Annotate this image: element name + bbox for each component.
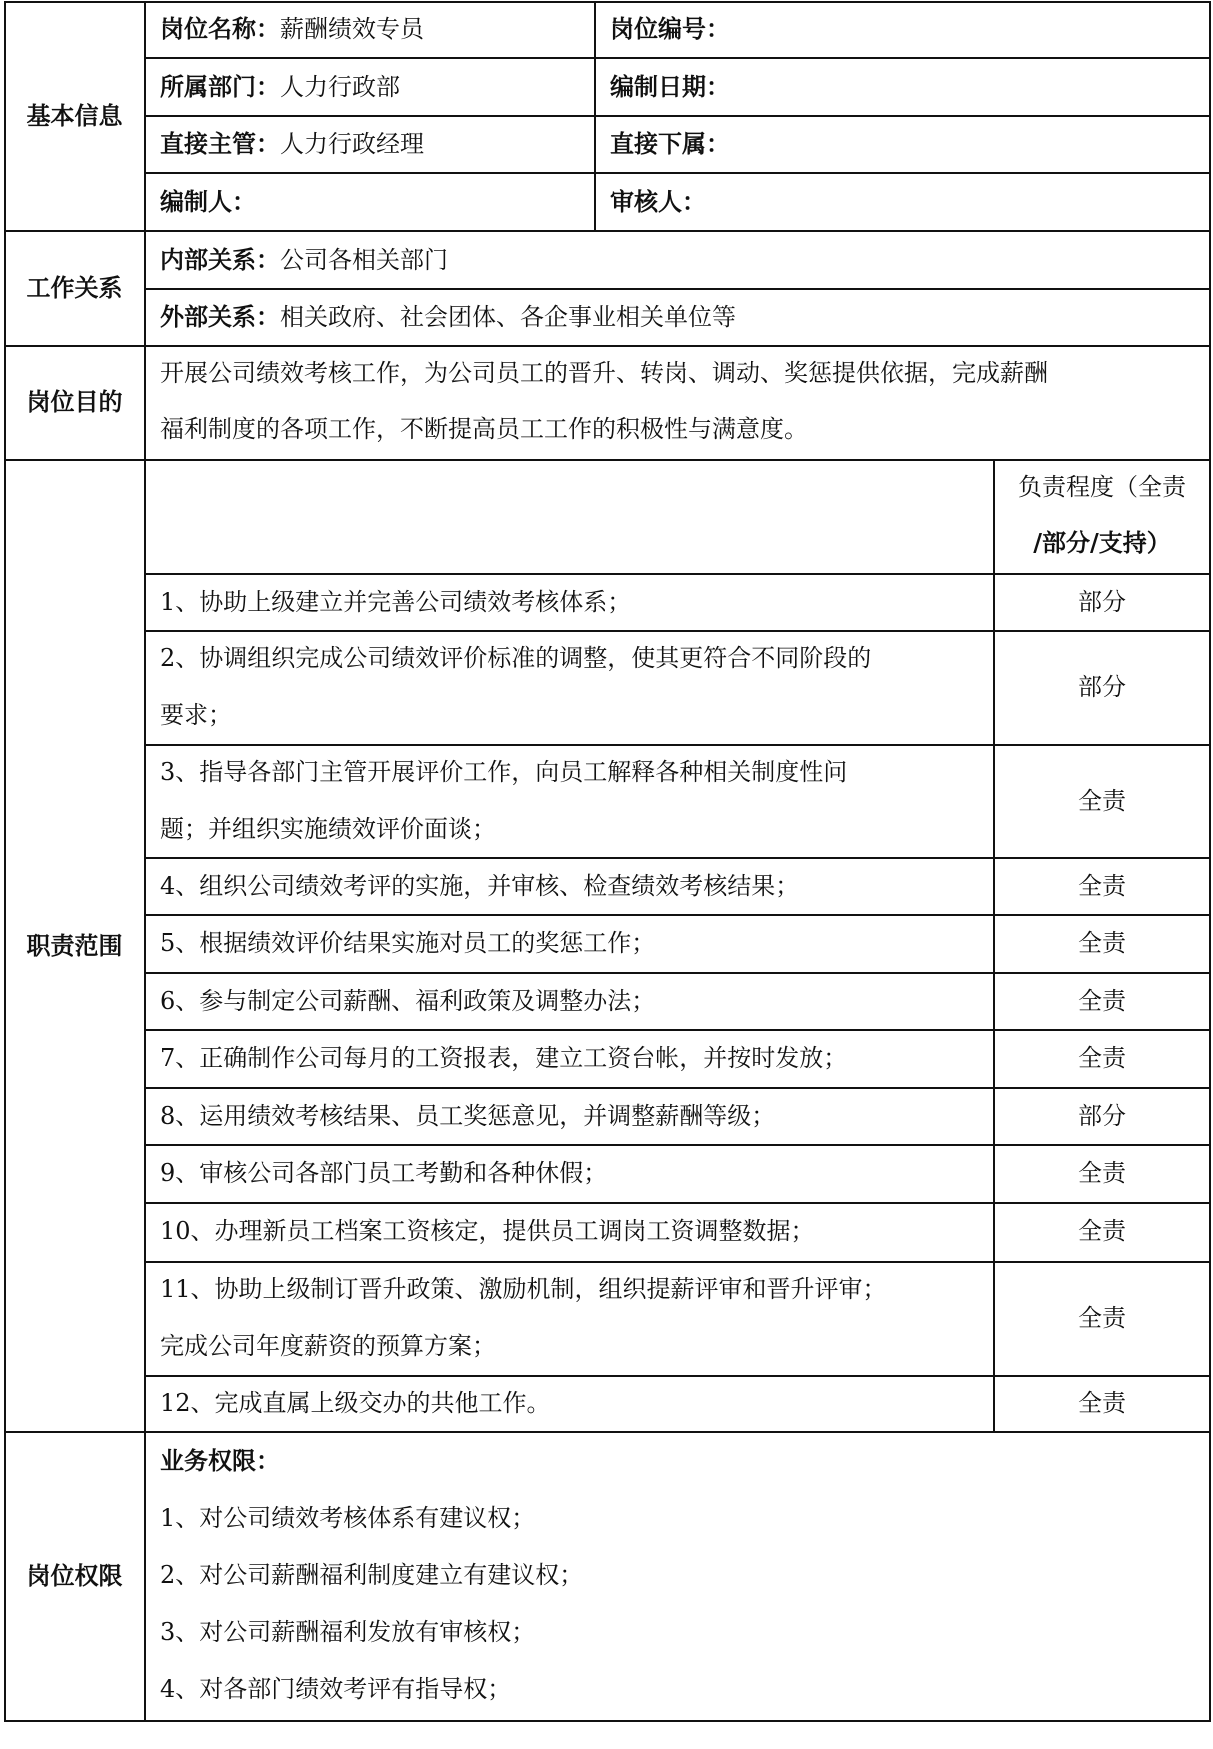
section-divider [4, 345, 1211, 347]
duty-degree-2: 部分 [1078, 673, 1126, 701]
section-label-work-relations: 工作关系 [26, 273, 123, 302]
section-label-purpose: 岗位目的 [26, 387, 123, 416]
section-divider [4, 459, 1211, 461]
duty-item-8: 8、运用绩效考核结果、员工奖惩意见，并调整薪酬等级； [160, 1102, 776, 1130]
duty-degree-10: 全责 [1078, 1217, 1126, 1245]
job-title-label: 岗位名称： [160, 14, 280, 43]
duty-item-1: 1、协助上级建立并完善公司绩效考核体系； [160, 588, 632, 616]
duty-item-2-line-1: 2、协调组织完成公司绩效评价标准的调整，使其更符合不同阶段的 [160, 644, 872, 672]
degree-header-line-1: 负责程度（全责 [1018, 473, 1186, 501]
row-divider [144, 972, 1211, 974]
duty-item-9: 9、审核公司各部门员工考勤和各种休假； [160, 1159, 608, 1187]
row-divider [144, 914, 1211, 916]
supervisor-value: 人力行政经理 [280, 130, 424, 158]
authority-item-3: 3、对公司薪酬福利发放有审核权； [160, 1618, 536, 1646]
job-title-field [160, 14, 424, 44]
row-divider [144, 857, 1211, 859]
authority-item-2: 2、对公司薪酬福利制度建立有建议权； [160, 1561, 584, 1589]
duty-item-2-line-2: 要求； [160, 701, 232, 729]
supervisor-label: 直接主管： [160, 129, 280, 158]
section-label-basic-info: 基本信息 [26, 101, 123, 130]
department-label: 所属部门： [160, 72, 280, 101]
row-divider [144, 57, 1211, 59]
compile-date-label: 编制日期： [610, 72, 730, 101]
compiler-label: 编制人： [160, 187, 256, 216]
duty-item-6: 6、参与制定公司薪酬、福利政策及调整办法； [160, 987, 656, 1015]
table-border-right [1209, 1, 1211, 1722]
internal-relations-value: 公司各相关部门 [280, 246, 448, 274]
degree-header-line-2: /部分/支持） [1033, 528, 1171, 557]
duty-degree-12: 全责 [1078, 1389, 1126, 1417]
row-divider [144, 1144, 1211, 1146]
external-relations-label: 外部关系： [160, 302, 280, 331]
supervisor-field [160, 129, 424, 159]
row-divider [144, 1087, 1211, 1089]
internal-relations-label: 内部关系： [160, 245, 280, 274]
row-divider [144, 630, 1211, 632]
duty-item-12: 12、完成直属上级交办的共他工作。 [160, 1389, 551, 1417]
row-divider [144, 744, 1211, 746]
authority-item-4: 4、对各部门绩效考评有指导权； [160, 1675, 512, 1703]
row-divider [144, 1202, 1211, 1204]
authority-heading: 业务权限： [160, 1446, 280, 1475]
department-field [160, 72, 400, 102]
job-code-field [610, 14, 730, 44]
row-divider [144, 1375, 1211, 1377]
section-divider [4, 1431, 1211, 1433]
duty-item-4: 4、组织公司绩效考评的实施，并审核、检查绩效考核结果； [160, 872, 800, 900]
duty-degree-8: 部分 [1078, 1102, 1126, 1130]
authority-item-1: 1、对公司绩效考核体系有建议权； [160, 1504, 536, 1532]
row-divider [144, 172, 1211, 174]
row-divider [144, 573, 1211, 575]
row-divider [144, 1261, 1211, 1263]
compiler-field [160, 187, 256, 217]
duty-degree-6: 全责 [1078, 987, 1126, 1015]
compile-date-field [610, 72, 730, 102]
section-label-responsibilities: 职责范围 [26, 931, 123, 960]
subordinates-label: 直接下属： [610, 129, 730, 158]
duty-degree-4: 全责 [1078, 872, 1126, 900]
section-label-authority: 岗位权限 [26, 1561, 123, 1590]
subordinates-field [610, 129, 730, 159]
row-divider [144, 288, 1211, 290]
duty-item-11-line-1: 11、协助上级制订晋升政策、激励机制，组织提薪评审和晋升评审； [160, 1275, 887, 1303]
duty-item-3-line-1: 3、指导各部门主管开展评价工作，向员工解释各种相关制度性问 [160, 758, 848, 786]
duty-degree-11: 全责 [1078, 1304, 1126, 1332]
table-border-bottom [4, 1720, 1211, 1722]
duty-degree-3: 全责 [1078, 787, 1126, 815]
duty-item-11-line-2: 完成公司年度薪资的预算方案； [160, 1332, 496, 1360]
section-column-divider [144, 1, 146, 1722]
external-relations-field [160, 302, 736, 332]
row-divider [144, 115, 1211, 117]
duty-degree-7: 全责 [1078, 1044, 1126, 1072]
duty-degree-1: 部分 [1078, 588, 1126, 616]
purpose-line-2: 福利制度的各项工作，不断提高员工工作的积极性与满意度。 [160, 415, 808, 443]
job-title-value: 薪酬绩效专员 [280, 15, 424, 43]
reviewer-label: 审核人： [610, 187, 706, 216]
duty-item-10: 10、办理新员工档案工资核定，提供员工调岗工资调整数据； [160, 1217, 815, 1245]
job-code-label: 岗位编号： [610, 14, 730, 43]
duty-degree-5: 全责 [1078, 929, 1126, 957]
purpose-line-1: 开展公司绩效考核工作，为公司员工的晋升、转岗、调动、奖惩提供依据，完成薪酬 [160, 359, 1048, 387]
row-divider [144, 1029, 1211, 1031]
duty-item-3-line-2: 题；并组织实施绩效评价面谈； [160, 815, 496, 843]
duty-item-7: 7、正确制作公司每月的工资报表，建立工资台帐，并按时发放； [160, 1044, 848, 1072]
section-divider [4, 230, 1211, 232]
table-border-left [4, 1, 6, 1722]
external-relations-value: 相关政府、社会团体、各企事业相关单位等 [280, 303, 736, 331]
duty-item-5: 5、根据绩效评价结果实施对员工的奖惩工作； [160, 929, 656, 957]
table-border-top [4, 1, 1211, 3]
internal-relations-field [160, 245, 448, 275]
department-value: 人力行政部 [280, 73, 400, 101]
duty-degree-9: 全责 [1078, 1159, 1126, 1187]
reviewer-field [610, 187, 706, 217]
